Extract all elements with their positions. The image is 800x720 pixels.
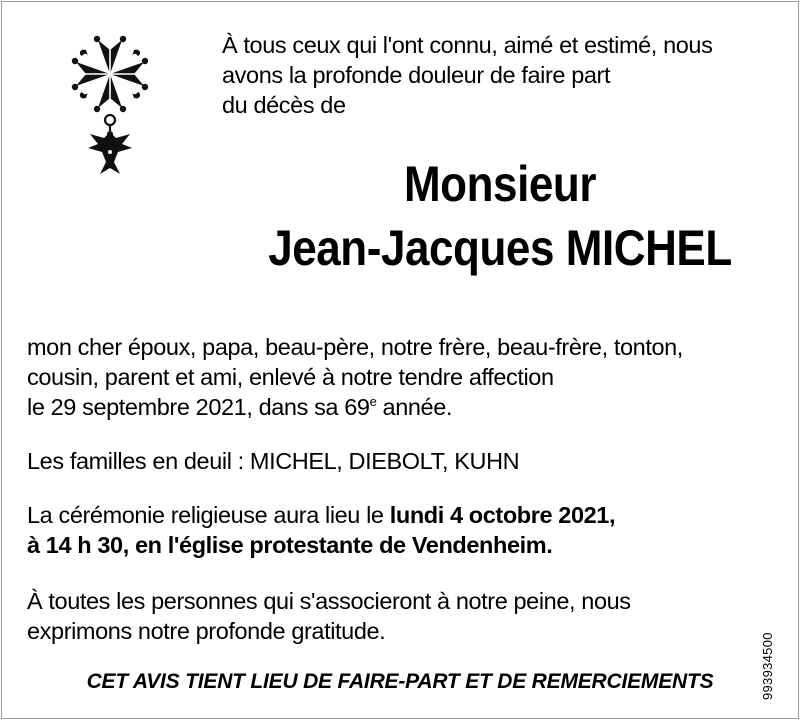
- ceremony-time-place: à 14 h 30, en l'église protestante de Vendenheim.: [27, 532, 553, 558]
- deceased-name: Jean-Jacques MICHEL: [268, 220, 732, 276]
- death-date-text: le 29 septembre 2021, dans sa 69: [27, 394, 370, 420]
- deceased-civility: Monsieur: [403, 156, 597, 212]
- ceremony-date: lundi 4 octobre 2021,: [389, 502, 616, 528]
- ordinal-suffix: e: [369, 394, 377, 409]
- thanks-line: À toutes les personnes qui s'associeront à notre peine, nous: [27, 588, 631, 614]
- notice-footer: CET AVIS TIENT LIEU DE FAIRE-PART ET DE REMERCIEMENTS: [86, 670, 714, 693]
- deceased-name-block: [200, 152, 800, 280]
- ceremony-line: [27, 500, 787, 530]
- intro-line: À tous ceux qui l'ont connu, aimé et estimé, nous: [222, 32, 713, 58]
- age-text: année.: [376, 394, 453, 420]
- thanks-line: exprimons notre profonde gratitude.: [27, 618, 386, 644]
- thanks-text: [27, 586, 787, 646]
- families-line: Les familles en deuil : MICHEL, DIEBOLT, KUHN: [27, 448, 520, 474]
- intro-line: avons la profonde douleur de faire part: [222, 62, 611, 88]
- intro-line: du décès de: [222, 92, 346, 118]
- intro-text: [222, 30, 782, 120]
- description-line: cousin, parent et ami, enlevé à notre tendre affection: [27, 364, 554, 390]
- families-in-mourning: [27, 446, 787, 476]
- relationship-description: [27, 332, 787, 422]
- description-line: mon cher époux, papa, beau-père, notre frère, beau-frère, tonton,: [27, 334, 683, 360]
- reference-number: 993934500: [760, 632, 775, 700]
- description-line: [27, 392, 787, 422]
- ceremony-info: [27, 500, 787, 560]
- ceremony-intro: La cérémonie religieuse aura lieu le: [27, 502, 390, 528]
- huguenot-cross-icon: [60, 34, 160, 189]
